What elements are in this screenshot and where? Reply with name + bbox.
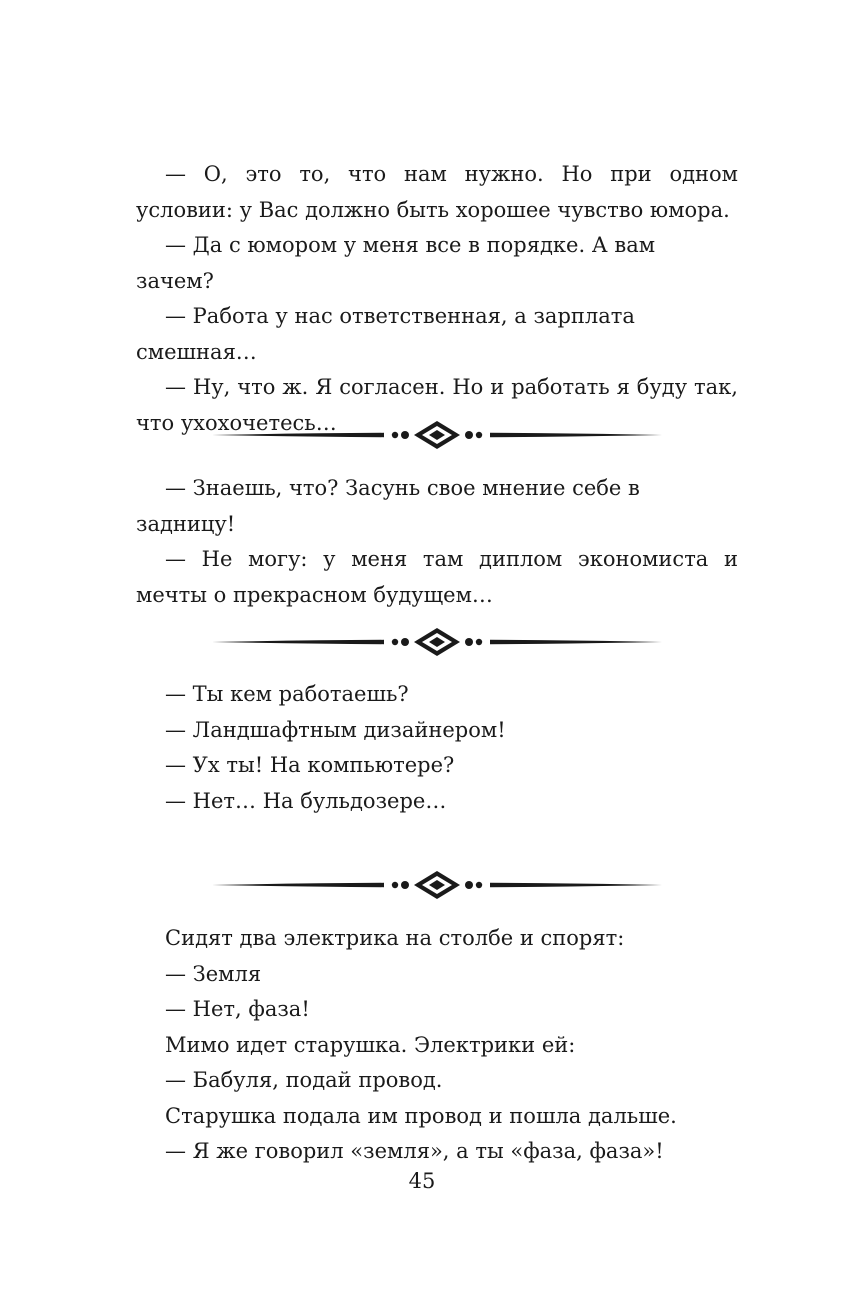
paragraph: — Нет… На бульдозере…	[165, 788, 447, 813]
ornament-divider-icon	[212, 870, 662, 900]
paragraph: — Работа у нас ответственная, а зарплата смешная…	[136, 304, 635, 364]
joke-block-4	[136, 921, 738, 1170]
paragraph: Старушка подала им провод и пошла дальше.	[165, 1103, 677, 1128]
paragraph: — Ты кем работаешь?	[165, 682, 409, 706]
paragraph: — Нет, фаза!	[165, 997, 310, 1021]
paragraph: — О, это то, что нам нужно. Но при одном условии: у Вас должно быть хорошее чувство юмора.	[136, 162, 738, 222]
paragraph: — Ну, что ж. Я согласен. Но и работать я буду так, что ухохочетесь…	[136, 375, 738, 435]
joke-block-2	[136, 471, 738, 613]
paragraph: — Я же говорил «земля», а ты «фаза, фаза»!	[165, 1139, 664, 1163]
paragraph: — Не могу: у меня там диплом экономиста и мечты о прекрасном будущем…	[136, 547, 738, 607]
paragraph: — Ух ты! На компьютере?	[165, 753, 455, 777]
joke-block-1	[136, 157, 738, 441]
paragraph: — Земля	[165, 961, 262, 986]
paragraph: — Да с юмором у меня все в порядке. А вам зачем?	[136, 233, 656, 293]
paragraph: — Бабуля, подай провод.	[165, 1068, 443, 1092]
paragraph: Сидят два электрика на столбе и спорят:	[165, 926, 625, 950]
paragraph: Мимо идет старушка. Электрики ей:	[165, 1032, 576, 1057]
ornament-divider-icon	[212, 627, 662, 657]
paragraph: — Ландшафтным дизайнером!	[165, 717, 506, 742]
joke-block-3	[136, 677, 738, 819]
page-number: 45	[408, 1169, 436, 1193]
paragraph: — Знаешь, что? Засунь свое мнение себе в задницу!	[136, 476, 640, 536]
ornament-divider-icon	[212, 420, 662, 450]
